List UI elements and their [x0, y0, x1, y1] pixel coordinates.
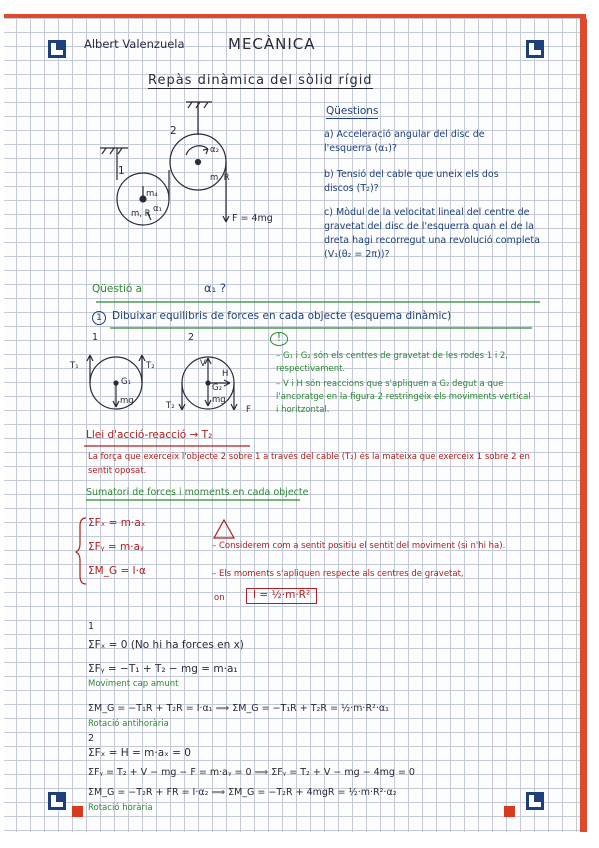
step-1-number: 1: [92, 311, 106, 325]
disc-2-alpha: α₂: [210, 145, 220, 155]
fbd-G2: G₂: [212, 383, 222, 393]
law-title: Llei d'acció-reacció → T₂: [86, 429, 213, 441]
fbd-F: F: [246, 405, 251, 415]
object-2-sum-fx: ΣFₓ = H = m·aₓ = 0: [88, 747, 191, 759]
question-a-target: α₁ ?: [204, 281, 226, 295]
object-1-sum-fx: ΣFₓ = 0 (No hi ha forces en x): [88, 639, 244, 651]
disc-1-mass-radius: m, R: [131, 209, 151, 219]
fbd-T1: T₁: [70, 361, 79, 371]
fbd-H: H: [222, 369, 229, 379]
object-1-rotation-note: Rotació antihorària: [88, 719, 169, 729]
object-2-sum-moments: ΣM_G = −T₂R + FR = I·α₂ ⟹ ΣM_G = −T₂R + 4mgR = ½·m·R²·α₂: [88, 787, 397, 798]
question-b: b) Tensió del cable que uneix els dos discos (T₂)?: [324, 169, 499, 194]
disc-1-label: 1: [118, 165, 125, 177]
fbd-1-label: 1: [92, 332, 99, 343]
note-reactions: – V i H són reaccions que s'apliquen a G₂ degut a que l'ancoratge en la figura 2 restringeix els moviments vertical i horitzontal.: [276, 379, 531, 415]
inertia-formula: I = ½·m·R²: [246, 588, 317, 604]
author-name: Albert Valenzuela: [84, 37, 185, 51]
object-1-label: 1: [88, 621, 95, 632]
warning-moments: – Els moments s'apliquen respecte als centres de gravetat,: [212, 569, 464, 579]
questions-heading: Qüestions: [326, 105, 379, 117]
law-text: La força que exerceix l'objecte 2 sobre 1 a través del cable (T₂) és la mateixa que exerceix 1 sobre 2 en sentit oposat.: [88, 452, 530, 476]
warning-on: on: [214, 593, 225, 603]
fbd-V: V: [200, 359, 206, 369]
fbd-mg-1: mg: [120, 396, 134, 406]
object-2-sum-fy: ΣFᵧ = T₂ + V − mg − F = m·aᵧ = 0 ⟹ ΣFᵧ = T₂ + V − mg − 4mg = 0: [88, 767, 415, 778]
object-1-sum-fy: ΣFᵧ = −T₁ + T₂ − mg = m·a₁: [88, 663, 238, 675]
disc-1-alpha: α₁: [153, 204, 163, 214]
fbd-T2-right: T₂: [166, 401, 175, 411]
equation-sum-fy: ΣFᵧ = m·aᵧ: [88, 541, 144, 553]
note-warning-icon: !: [270, 332, 288, 346]
applied-force-label: F = 4mg: [232, 213, 273, 224]
summary-title: Sumatori de forces i moments en cada objecte: [86, 487, 309, 498]
warning-positive-sense: – Considerem com a sentit positiu el sentit del moviment (si n'hi ha).: [212, 541, 506, 551]
question-a: a) Acceleració angular del disc de l'esquerra (α₁)?: [324, 129, 485, 154]
question-c: c) Mòdul de la velocitat lineal del centre de gravetat del disc de l'esquerra quan el de la dreta hagi recorregut una revolució completa (V₁(θ₂ = 2π))?: [324, 207, 540, 260]
question-a-label: Qüestió a: [92, 283, 143, 295]
object-1-sum-moments: ΣM_G = −T₁R + T₂R = I·α₁ ⟹ ΣM_G = −T₁R + T₂R = ½·m·R²·α₁: [88, 703, 389, 714]
disc-1-mass-label: m₄: [146, 189, 158, 199]
object-2-rotation-note: Rotació horària: [88, 803, 153, 813]
note-centers-of-gravity: – G₁ i G₂ són els centres de gravetat de les rodes 1 i 2, respectivament.: [276, 351, 508, 374]
fbd-G1: G₁: [121, 377, 131, 387]
disc-2-mass-radius: m, R: [210, 173, 230, 183]
object-1-motion-note: Moviment cap amunt: [88, 679, 179, 689]
equation-sum-fx: ΣFₓ = m·aₓ: [88, 517, 146, 529]
object-2-label: 2: [88, 733, 95, 744]
equation-sum-moments: ΣM_G = I·α: [88, 565, 146, 577]
fbd-mg-2: mg: [212, 395, 226, 405]
fbd-2-label: 2: [188, 332, 195, 343]
disc-2-label: 2: [170, 125, 177, 137]
page-title: Repàs dinàmica del sòlid rígid: [148, 73, 373, 88]
step-1-text: Dibuixar equilibris de forces en cada objecte (esquema dinàmic): [112, 310, 452, 322]
fbd-T2-left: T₂: [146, 361, 155, 371]
subject-title: MECÀNICA: [228, 35, 316, 53]
